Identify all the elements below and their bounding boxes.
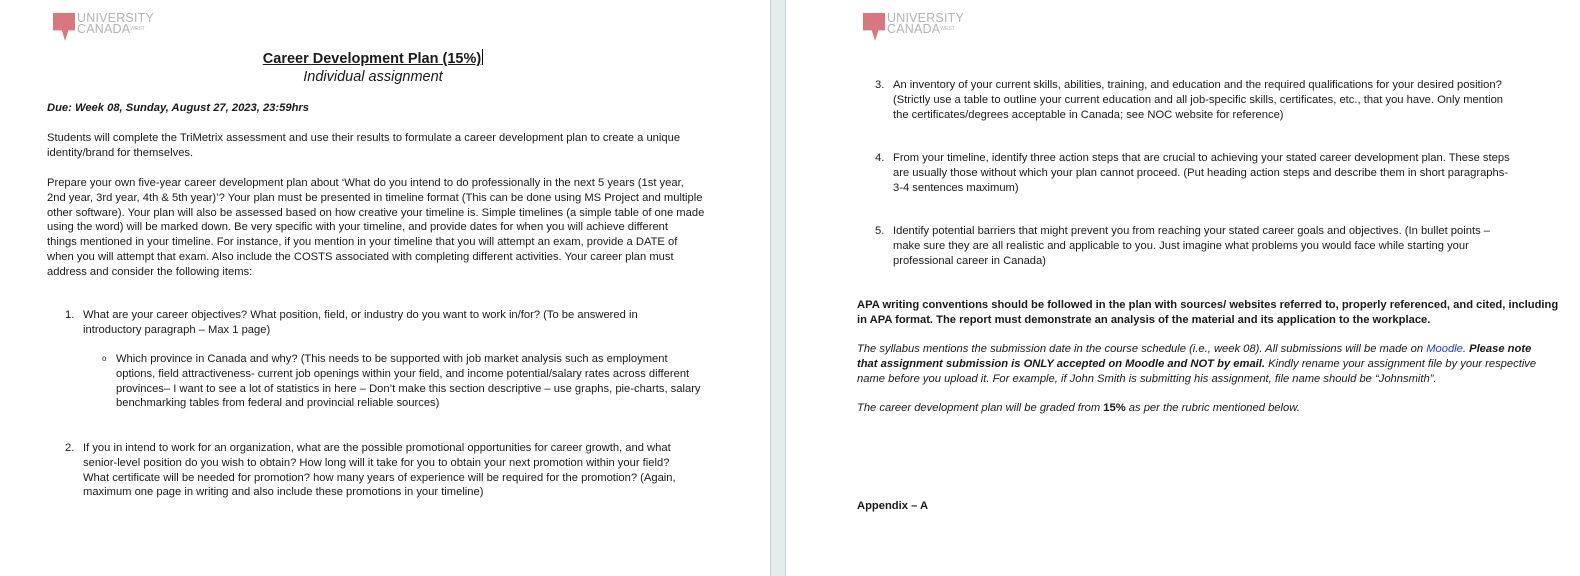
grading-note[interactable]: The career development plan will be graded from 15% as per the rubric mentioned below. xyxy=(857,402,1300,414)
logo-line-1: UNIVERSITY xyxy=(77,11,155,25)
document-page-1 xyxy=(0,0,770,576)
text-cursor xyxy=(482,49,483,65)
list-item-2[interactable]: 2. If you in intend to work for an organization, what are the possible promotional opportunities for career growth, and what senior-level position do you wish to obtain? How long will it take for you to obtain your next promotion within your field? What certificate will be needed for promotion? how many years of experience will be required for the promotion? (Again, maximum one page in writing and also include these promotions in your timeline) xyxy=(65,442,676,499)
list-item-5[interactable]: 5. Identify potential barriers that might prevent you from reaching your stated career goals and objectives. (In bullet points – make sure they are all realistic and applicable to you. Just imagine what problems you would face while starting your professional career in Canada) xyxy=(875,225,1490,267)
logo-line-2: CANADA xyxy=(77,22,131,36)
university-logo xyxy=(863,13,964,41)
document-title[interactable]: Career Development Plan (15%) xyxy=(262,51,482,67)
prepare-paragraph[interactable]: Prepare your own five-year career development plan about ‘What do you intend to do professionally in the next 5 years (1st year, 2nd year, 3rd year, 4th & 5th year)’? Your plan must be presented in timeline format (This can be done using MS Project and multiple other software). Your plan will also be assessed based on how creative your timeline is. Simple timelines (a simple table of one made using the word) will be marked down. Be very specific with your timeline, and provide dates for when you will achieve different things mentioned in your timeline. For instance, if you mention in your timeline that you will attempt an exam, provide a DATE of when you will attempt that exam. Also include the COSTS associated with completing different activities. Your career plan must address and consider the following items: xyxy=(47,177,705,278)
logo-sub: WEST xyxy=(130,26,145,32)
document-subtitle[interactable]: Individual assignment xyxy=(303,69,443,85)
intro-paragraph[interactable]: Students will complete the TriMetrix assessment and use their results to formulate a career development plan to create a unique identity/brand for themselves. xyxy=(47,132,681,159)
apa-paragraph[interactable]: APA writing conventions should be followed in the plan with sources/ websites referred to, properly referenced, and cited, including in APA format. The report must demonstrate an analysis of the material and its application to the workplace. xyxy=(857,299,1559,326)
list-item-3[interactable]: 3. An inventory of your current skills, abilities, training, and education and the required qualifications for your desired position? (Strictly use a table to outline your current education and all job-specific skills, certificates, etc., that you have. Only mention the certificates/degrees acceptable in Canada; see NOC website for reference) xyxy=(875,79,1504,121)
university-logo xyxy=(53,13,154,41)
logo-line-1: UNIVERSITY xyxy=(887,11,965,25)
bullet-circle-icon: o xyxy=(102,354,107,363)
due-date[interactable]: Due: Week 08, Sunday, August 27, 2023, 23:59hrs xyxy=(47,102,309,114)
document-page-2 xyxy=(786,0,1580,576)
page-gutter xyxy=(770,0,786,576)
maple-leaf-icon xyxy=(863,13,885,41)
appendix-heading[interactable]: Appendix – A xyxy=(857,500,929,512)
maple-leaf-icon xyxy=(53,13,75,41)
list-item-4[interactable]: 4. From your timeline, identify three action steps that are crucial to achieving your stated career development plan. These steps are usually those without which your plan cannot proceed. (Put heading action steps and describe them in short paragraphs- 3-4 sentences maximum) xyxy=(875,152,1510,194)
sub-bullet-item[interactable]: o Which province in Canada and why? (This needs to be supported with job market analysis such as employment options, field attractiveness- current job openings within your field, and income potential/salary rates across different provinces– I want to see a lot of statistics in here – Don’t make this section descriptive – use graphs, pie-charts, salary benchmarking tables from federal and provincial reliable sources) xyxy=(102,353,701,410)
syllabus-paragraph[interactable]: The syllabus mentions the submission date in the course schedule (i.e., week 08). All submissions will be made on Moodle. Please note that assignment submission is ONLY accepted on Moodle and NOT by email. Kindly rename your assignment file by your respective name before you upload it. For example, if John Smith is submitting his assignment, file name should be “Johnsmith”. xyxy=(857,343,1537,385)
logo-sub: WEST xyxy=(940,26,955,32)
list-item-1[interactable]: 1. What are your career objectives? What position, field, or industry do you want to work in/for? (To be answered in introductory paragraph – Max 1 page) xyxy=(65,309,638,336)
moodle-link[interactable]: Moodle xyxy=(1426,343,1463,355)
logo-line-2: CANADA xyxy=(887,22,941,36)
